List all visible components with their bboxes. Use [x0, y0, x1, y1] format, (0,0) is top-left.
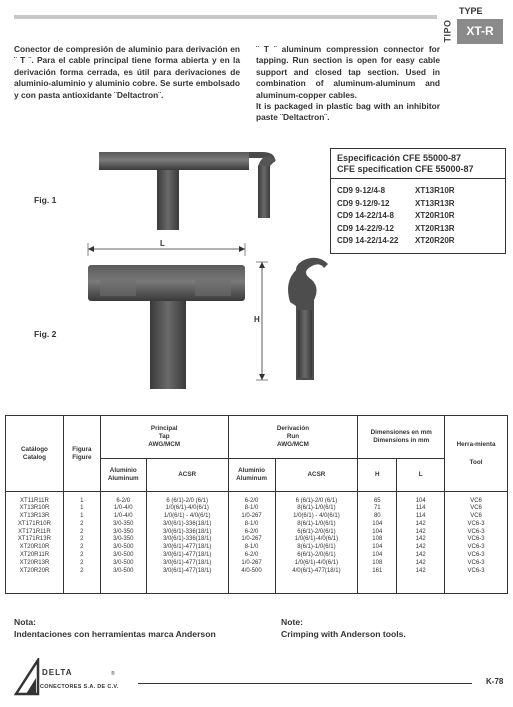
- table-cell-h: 104: [372, 544, 383, 551]
- table-cell-tool: VC6: [470, 497, 482, 504]
- table-cell-d-acsr: 6(6/1)-2/0(6/1): [297, 528, 336, 535]
- spec-row: [337, 223, 499, 236]
- table-cell-cat: XT11R11R: [20, 497, 49, 504]
- logo-name: DELTA: [42, 668, 73, 677]
- table-cell-d-acsr: 8(6/1)-1/0(6/1): [297, 505, 336, 512]
- table-cell-d-acsr: 6(6/1)-2/0(6/1): [297, 552, 336, 559]
- dim-H-column: [358, 498, 397, 588]
- table-cell-l: 142: [415, 567, 426, 574]
- col-principal: Principal Tap AWG/MCM: [100, 416, 228, 459]
- tool-column: [445, 498, 508, 588]
- fig2-label: Fig. 2: [34, 329, 57, 339]
- spec-row: [337, 210, 499, 223]
- note-en-text: Crimping with Anderson tools.: [281, 629, 406, 639]
- table-cell-h: 108: [372, 536, 383, 543]
- table-cell-h: 104: [372, 552, 383, 559]
- table-cell-p-al: 3/0-500: [113, 567, 134, 574]
- col-figure: Figura Figure: [63, 416, 100, 492]
- table-cell-tool: VC6-3: [467, 559, 485, 566]
- table-cell-tool: VC6-3: [467, 536, 485, 543]
- spec-designation: CD9 9-12/9-12: [337, 198, 390, 208]
- table-cell-h: 108: [372, 559, 383, 566]
- table-cell-p-al: 3/0-350: [113, 528, 134, 535]
- table-cell-l: 142: [415, 536, 426, 543]
- col-derivacion: Derivación Run AWG/MCM: [228, 416, 358, 459]
- table-body: [6, 498, 508, 588]
- table-cell-l: 114: [415, 505, 426, 512]
- description-spanish: Conector de compresión de aluminio para derivación en ¨ T ¨. Para el cable principal tiene forma abierta y en la derivación forma cerrada, es útil para derivaciones de aluminio-aluminio y aluminio cobre. Se surte embolsado y con pasta antioxidante ¨Deltactron¨.: [14, 44, 240, 100]
- registered-mark: ®: [111, 671, 115, 677]
- table-cell-d-acsr: 6 (6/1)-2/0 (6/1): [295, 497, 338, 504]
- table-cell-p-acsr: 6 (6/1)-2/0 (6/1): [166, 497, 208, 504]
- col-principal-acsr: ACSR: [146, 459, 228, 492]
- note-es-title: Nota:: [14, 617, 36, 627]
- col-deriv-aluminum: Aluminio Aluminum: [228, 459, 275, 492]
- table-cell-p-acsr: 3/0(6/1)-336(18/1): [162, 536, 212, 543]
- table-cell-p-acsr: 3/0(6/1)-336(18/1): [162, 528, 212, 535]
- table-cell-fig: 2: [80, 567, 84, 574]
- table-cell-d-acsr: 8(6/1)-1/0(6/1): [297, 544, 336, 551]
- col-dim-H: H: [358, 459, 397, 492]
- table-cell-cat: XT20R13R: [19, 559, 50, 566]
- note-es-text: Indentaciones con herramientas marca Anderson: [14, 629, 216, 639]
- spec-rows: [337, 185, 499, 248]
- table-cell-fig: 2: [80, 528, 84, 535]
- dim-L-column: [397, 498, 445, 588]
- table-cell-fig: 1: [80, 513, 84, 520]
- table-cell-d-al: 8-1/0: [244, 505, 259, 512]
- spec-catalog-code: XT20R13R: [415, 223, 455, 233]
- spec-row: [337, 235, 499, 248]
- table-cell-cat: XT13R13R: [19, 513, 50, 520]
- spec-catalog-code: XT13R13R: [415, 198, 455, 208]
- table-cell-fig: 2: [80, 536, 84, 543]
- spec-catalog-code: XT13R10R: [415, 186, 455, 195]
- col-tool: Herra-mienta Tool: [445, 416, 508, 492]
- table-cell-tool: VC6-3: [467, 528, 485, 535]
- table-cell-h: 71: [373, 505, 381, 512]
- table-cell-d-acsr: 8(6/1)-1/0(6/1): [297, 520, 336, 527]
- table-cell-l: 142: [415, 544, 426, 551]
- table-cell-d-al: 1/0-267: [241, 536, 262, 543]
- tipo-label: TIPO: [442, 19, 453, 43]
- delta-logo-icon: [12, 658, 142, 698]
- table-cell-h: 104: [372, 520, 383, 527]
- table-cell-d-al: 6-2/0: [244, 497, 259, 504]
- note-en-title: Note:: [281, 617, 303, 627]
- table-cell-p-acsr: 3/0(6/1)-477(18/1): [162, 559, 212, 566]
- table-cell-h: 80: [373, 513, 381, 520]
- table-cell-cat: XT20R10R: [19, 544, 50, 551]
- table-cell-fig: 2: [80, 559, 84, 566]
- dimension-H-label: H: [254, 315, 260, 324]
- fig2-side-view-drawing: [288, 258, 328, 380]
- table-cell-l: 142: [415, 528, 426, 535]
- logo-subtitle: CONECTORES S.A. DE C.V.: [40, 684, 119, 690]
- spec-row: [337, 185, 499, 198]
- table-cell-d-acsr: 4/0(6/1)-477(18/1): [292, 567, 341, 574]
- note-english: [281, 616, 406, 640]
- col-catalog: Catálogo Catalog: [6, 416, 64, 492]
- col-deriv-acsr: ACSR: [275, 459, 358, 492]
- fig2-dimension-L: [88, 243, 245, 256]
- spec-designation: CD9 9-12/4-8: [337, 186, 386, 195]
- table-cell-h: 161: [372, 567, 383, 574]
- table-cell-tool: VC6: [470, 505, 482, 512]
- table-cell-cat: XT171R11R: [18, 528, 51, 535]
- type-label: TYPE: [459, 6, 483, 16]
- table-cell-p-acsr: 1/0(6/1) - 4/0(6/1): [163, 513, 211, 520]
- table-cell-p-al: 1/0-4/0: [113, 513, 133, 520]
- table-cell-p-al: 3/0-500: [113, 559, 134, 566]
- fig2-connector-drawing: [88, 265, 245, 389]
- spec-divider: [331, 178, 505, 179]
- table-cell-l: 104: [415, 497, 426, 504]
- table-cell-cat: XT13R10R: [19, 505, 50, 512]
- table-cell-d-al: 6-2/0: [244, 528, 259, 535]
- table-cell-h: 65: [373, 497, 381, 504]
- table-cell-l: 142: [415, 559, 426, 566]
- description-english-main: ¨ T ¨ aluminum compression connector for tapping. Run section is open for easy cable support and closed tap section. Used in combination of aluminum-aluminum and aluminum-copper cables.: [256, 44, 440, 100]
- table-cell-l: 142: [415, 552, 426, 559]
- table-cell-d-al: 8-1/0: [244, 520, 259, 527]
- table-cell-p-al: 6-2/0: [116, 497, 131, 504]
- note-spanish: [14, 616, 216, 640]
- table-cell-d-al: 1/0-267: [241, 559, 262, 566]
- table-bottom-spacer: [6, 588, 508, 594]
- table-cell-p-al: 3/0-350: [113, 520, 134, 527]
- table-cell-cat: XT171R13R: [17, 536, 51, 543]
- table-cell-p-al: 1/0-4/0: [113, 505, 133, 512]
- table-cell-d-acsr: 1/0(6/1)-4/0(6/1): [294, 536, 339, 543]
- spec-catalog-code: XT20R10R: [415, 211, 455, 221]
- spec-row: [337, 198, 499, 211]
- table-cell-p-acsr: 3/0(6/1)-336(18/1): [162, 520, 212, 527]
- col-principal-aluminum: Aluminio Aluminum: [100, 459, 146, 492]
- footer-rule: [138, 683, 472, 684]
- spec-designation: CD9 14-22/14-22: [337, 236, 399, 246]
- principal-acsr-column: [146, 498, 228, 588]
- type-code-badge: XT-R: [457, 19, 503, 44]
- table-cell-d-al: 1/0-267: [241, 513, 262, 520]
- table-cell-tool: VC6-3: [467, 552, 485, 559]
- table-cell-d-acsr: 1/0(6/1) - 4/0(6/1): [293, 513, 340, 520]
- fig1-label: Fig. 1: [34, 195, 57, 205]
- spec-catalog-code: XT20R20R: [415, 236, 455, 246]
- table-cell-l: 142: [415, 520, 426, 527]
- table-cell-p-acsr: 3/0(6/1)-477(18/1): [162, 544, 212, 551]
- table-cell-fig: 1: [80, 505, 84, 512]
- table-cell-d-acsr: 1/0(6/1)-4/0(6/1): [294, 559, 339, 566]
- spec-designation: CD9 14-22/9-12: [337, 223, 394, 233]
- fig1-connector-drawing: [99, 152, 276, 230]
- table-cell-h: 104: [372, 528, 383, 535]
- catalog-column: [6, 498, 64, 588]
- table-cell-d-al: 8-1/0: [244, 544, 259, 551]
- table-cell-d-al: 4/0-500: [241, 567, 262, 574]
- table-cell-cat: XT171R10R: [17, 520, 51, 527]
- table-cell-p-al: 3/0-500: [113, 544, 134, 551]
- table-cell-fig: 2: [80, 544, 84, 551]
- table-cell-l: 114: [415, 513, 426, 520]
- spec-title-en: CFE specification CFE 55000-87: [337, 164, 474, 174]
- table-cell-tool: VC6-3: [467, 544, 485, 551]
- table-cell-p-acsr: 3/0(6/1)-477(18/1): [162, 552, 212, 559]
- table-cell-d-al: 6-2/0: [244, 552, 259, 559]
- deriv-acsr-column: [275, 498, 358, 588]
- deriv-aluminum-column: [228, 498, 275, 588]
- col-dimensions: Dimensiones en mm Dimensions in mm: [358, 416, 445, 459]
- cfe-specification-box: [330, 148, 506, 254]
- principal-aluminum-column: [100, 498, 146, 588]
- page-number: K-78: [486, 677, 504, 686]
- table-cell-tool: VC6-3: [467, 567, 485, 574]
- col-dim-L: L: [397, 459, 445, 492]
- table-cell-fig: 1: [80, 497, 84, 504]
- table-cell-fig: 2: [80, 552, 84, 559]
- table-cell-cat: XT20R20R: [19, 567, 50, 574]
- table-cell-p-al: 3/0-500: [113, 552, 134, 559]
- figure-column: [63, 498, 100, 588]
- dimension-L-label: L: [160, 239, 165, 248]
- spec-title-es: Especificación CFE 55000-87: [337, 153, 462, 163]
- table-cell-p-al: 3/0-350: [113, 536, 134, 543]
- table-cell-fig: 2: [80, 520, 84, 527]
- table-cell-tool: VC6-3: [467, 520, 485, 527]
- description-english-packaging: It is packaged in plastic bag with an inhibitor paste ¨Deltactron¨.: [256, 101, 440, 123]
- spec-designation: CD9 14-22/14-8: [337, 211, 394, 221]
- table-cell-p-acsr: 3/0(6/1)-477(18/1): [162, 567, 212, 574]
- table-cell-cat: XT20R11R: [19, 552, 50, 559]
- catalog-table: [5, 415, 508, 594]
- table-cell-p-acsr: 1/0(6/1)-4/0(6/1): [165, 505, 209, 512]
- table-cell-tool: VC6: [470, 513, 482, 520]
